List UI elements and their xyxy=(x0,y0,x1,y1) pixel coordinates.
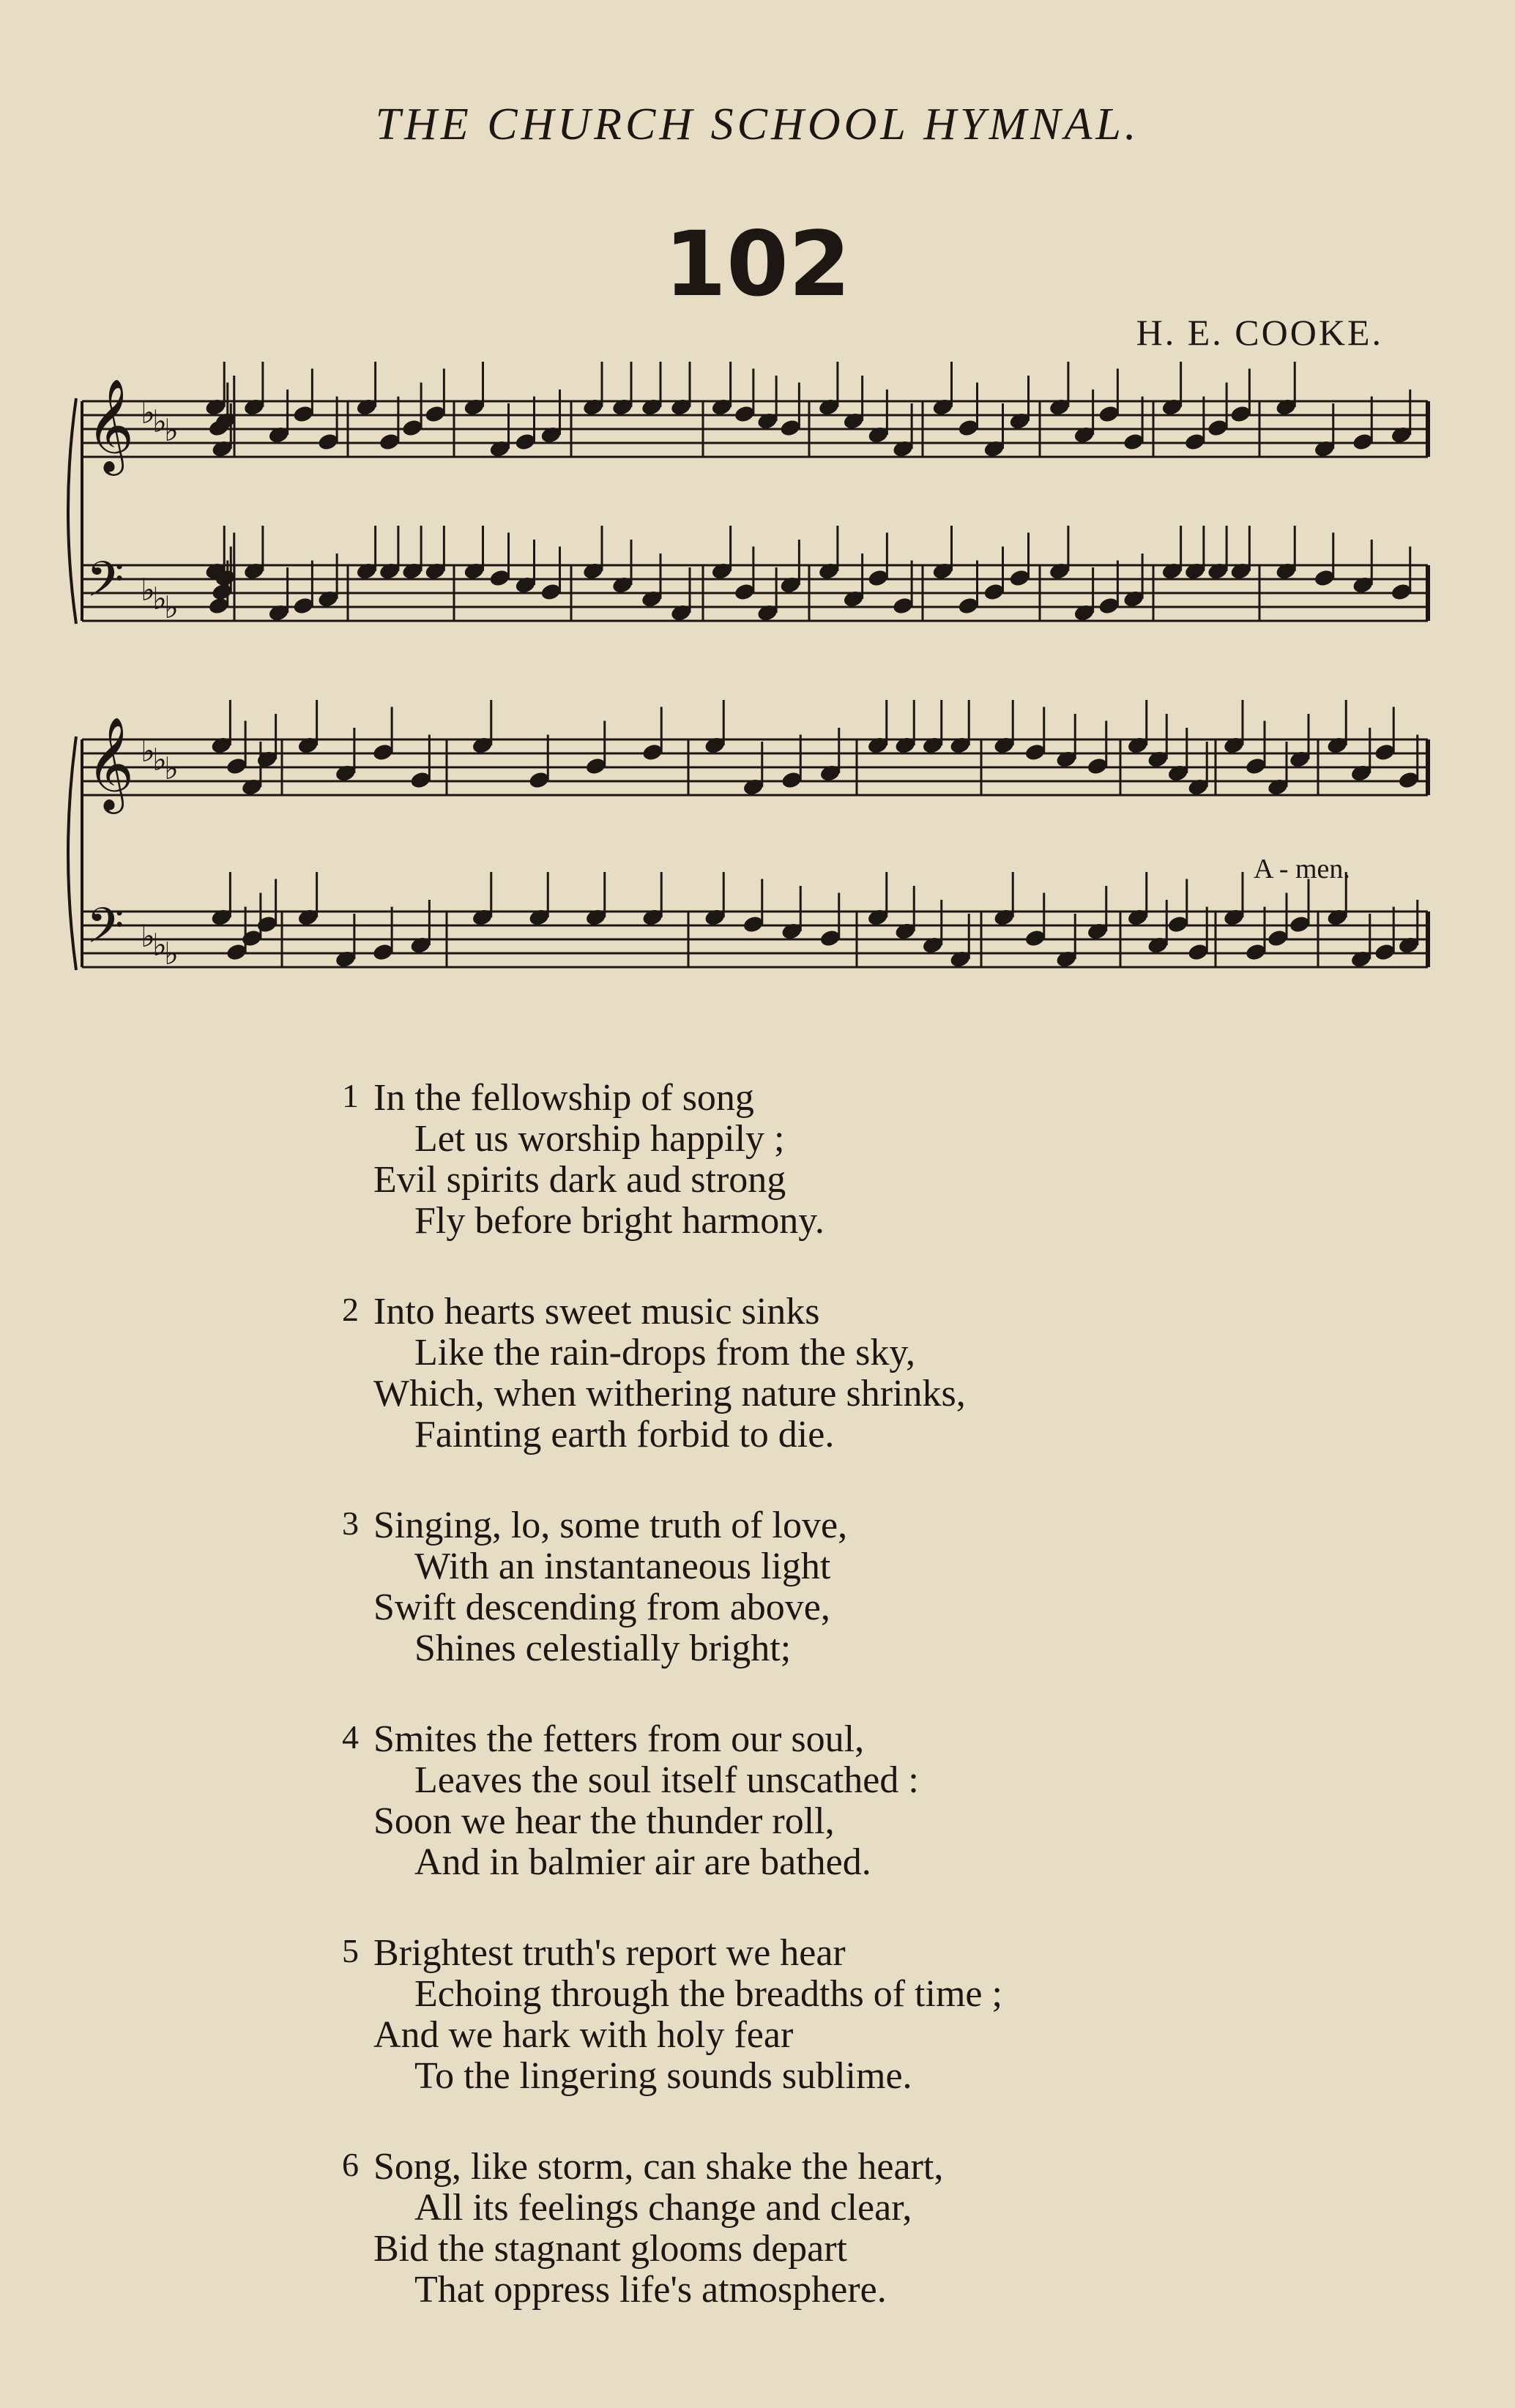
amen-label: A - men. xyxy=(1254,854,1350,884)
flat-icon: ♭ xyxy=(152,403,167,439)
flat-icon: ♭ xyxy=(152,581,167,616)
score-system-2 xyxy=(68,700,1428,972)
verse-number: 4 xyxy=(342,1718,359,1756)
running-title: THE CHURCH SCHOOL HYMNAL. xyxy=(375,100,1140,149)
verse-line: Brightest truth's report we hear xyxy=(373,1932,846,1974)
verse-line: That oppress life's atmosphere. xyxy=(414,2269,887,2311)
flat-icon: ♭ xyxy=(152,742,167,778)
flat-icon: ♭ xyxy=(164,589,179,625)
verse-line: Evil spirits dark aud strong xyxy=(373,1159,786,1201)
verse-number: 2 xyxy=(342,1291,359,1328)
flat-icon: ♭ xyxy=(152,927,167,963)
flat-icon: ♭ xyxy=(141,572,155,608)
verse-line: Fly before bright harmony. xyxy=(414,1200,824,1242)
verse-number: 5 xyxy=(342,1932,359,1969)
flat-icon: ♭ xyxy=(141,918,155,954)
bass-clef-icon: 𝄢 xyxy=(86,898,124,966)
verse-line: Singing, lo, some truth of love, xyxy=(373,1505,848,1546)
verse-line: Smites the fetters from our soul, xyxy=(373,1718,865,1760)
flat-icon: ♭ xyxy=(141,733,155,769)
verse-line: Like the rain-drops from the sky, xyxy=(414,1332,915,1373)
verse-line: And we hark with holy fear xyxy=(373,2014,794,2056)
flat-icon: ♭ xyxy=(141,395,155,430)
verse-line: Shines celestially bright; xyxy=(414,1628,792,1669)
verse-line: Which, when withering nature shrinks, xyxy=(373,1373,966,1414)
verse-line: Swift descending from above, xyxy=(373,1587,830,1628)
verse-line: In the fellowship of song xyxy=(373,1077,754,1119)
flat-icon: ♭ xyxy=(164,750,179,786)
verse-line: Bid the stagnant glooms depart xyxy=(373,2228,848,2270)
brace-bracket xyxy=(68,737,76,970)
verse-line: Soon we hear the thunder roll, xyxy=(373,1800,835,1842)
verse-line: With an instantaneous light xyxy=(414,1546,831,1587)
flat-icon: ♭ xyxy=(164,936,179,972)
brace-bracket xyxy=(68,398,76,624)
composer-credit: H. E. COOKE. xyxy=(1136,312,1383,353)
verse-line: Fainting earth forbid to die. xyxy=(414,1414,835,1455)
verse-number: 1 xyxy=(342,1077,359,1114)
verse-line: And in balmier air are bathed. xyxy=(414,1841,871,1883)
verse-number: 3 xyxy=(342,1505,359,1542)
hymn-number: 102 xyxy=(664,212,851,316)
score-system-1 xyxy=(68,362,1428,625)
flat-icon: ♭ xyxy=(164,412,179,448)
verse-line: Echoing through the breadths of time ; xyxy=(414,1973,1002,2015)
verse-number: 6 xyxy=(342,2146,359,2183)
verse-line: Leaves the soul itself unscathed : xyxy=(414,1759,919,1801)
verse-line: All its feelings change and clear, xyxy=(414,2187,912,2229)
verse-line: Song, like storm, can shake the heart, xyxy=(373,2146,944,2188)
verse-line: Into hearts sweet music sinks xyxy=(373,1291,820,1332)
treble-clef-icon: 𝄞 xyxy=(86,716,135,810)
verse-line: To the lingering sounds sublime. xyxy=(414,2055,912,2097)
verse-line: Let us worship happily ; xyxy=(414,1118,785,1160)
treble-clef-icon: 𝄞 xyxy=(86,378,135,471)
bass-clef-icon: 𝄢 xyxy=(86,551,124,619)
